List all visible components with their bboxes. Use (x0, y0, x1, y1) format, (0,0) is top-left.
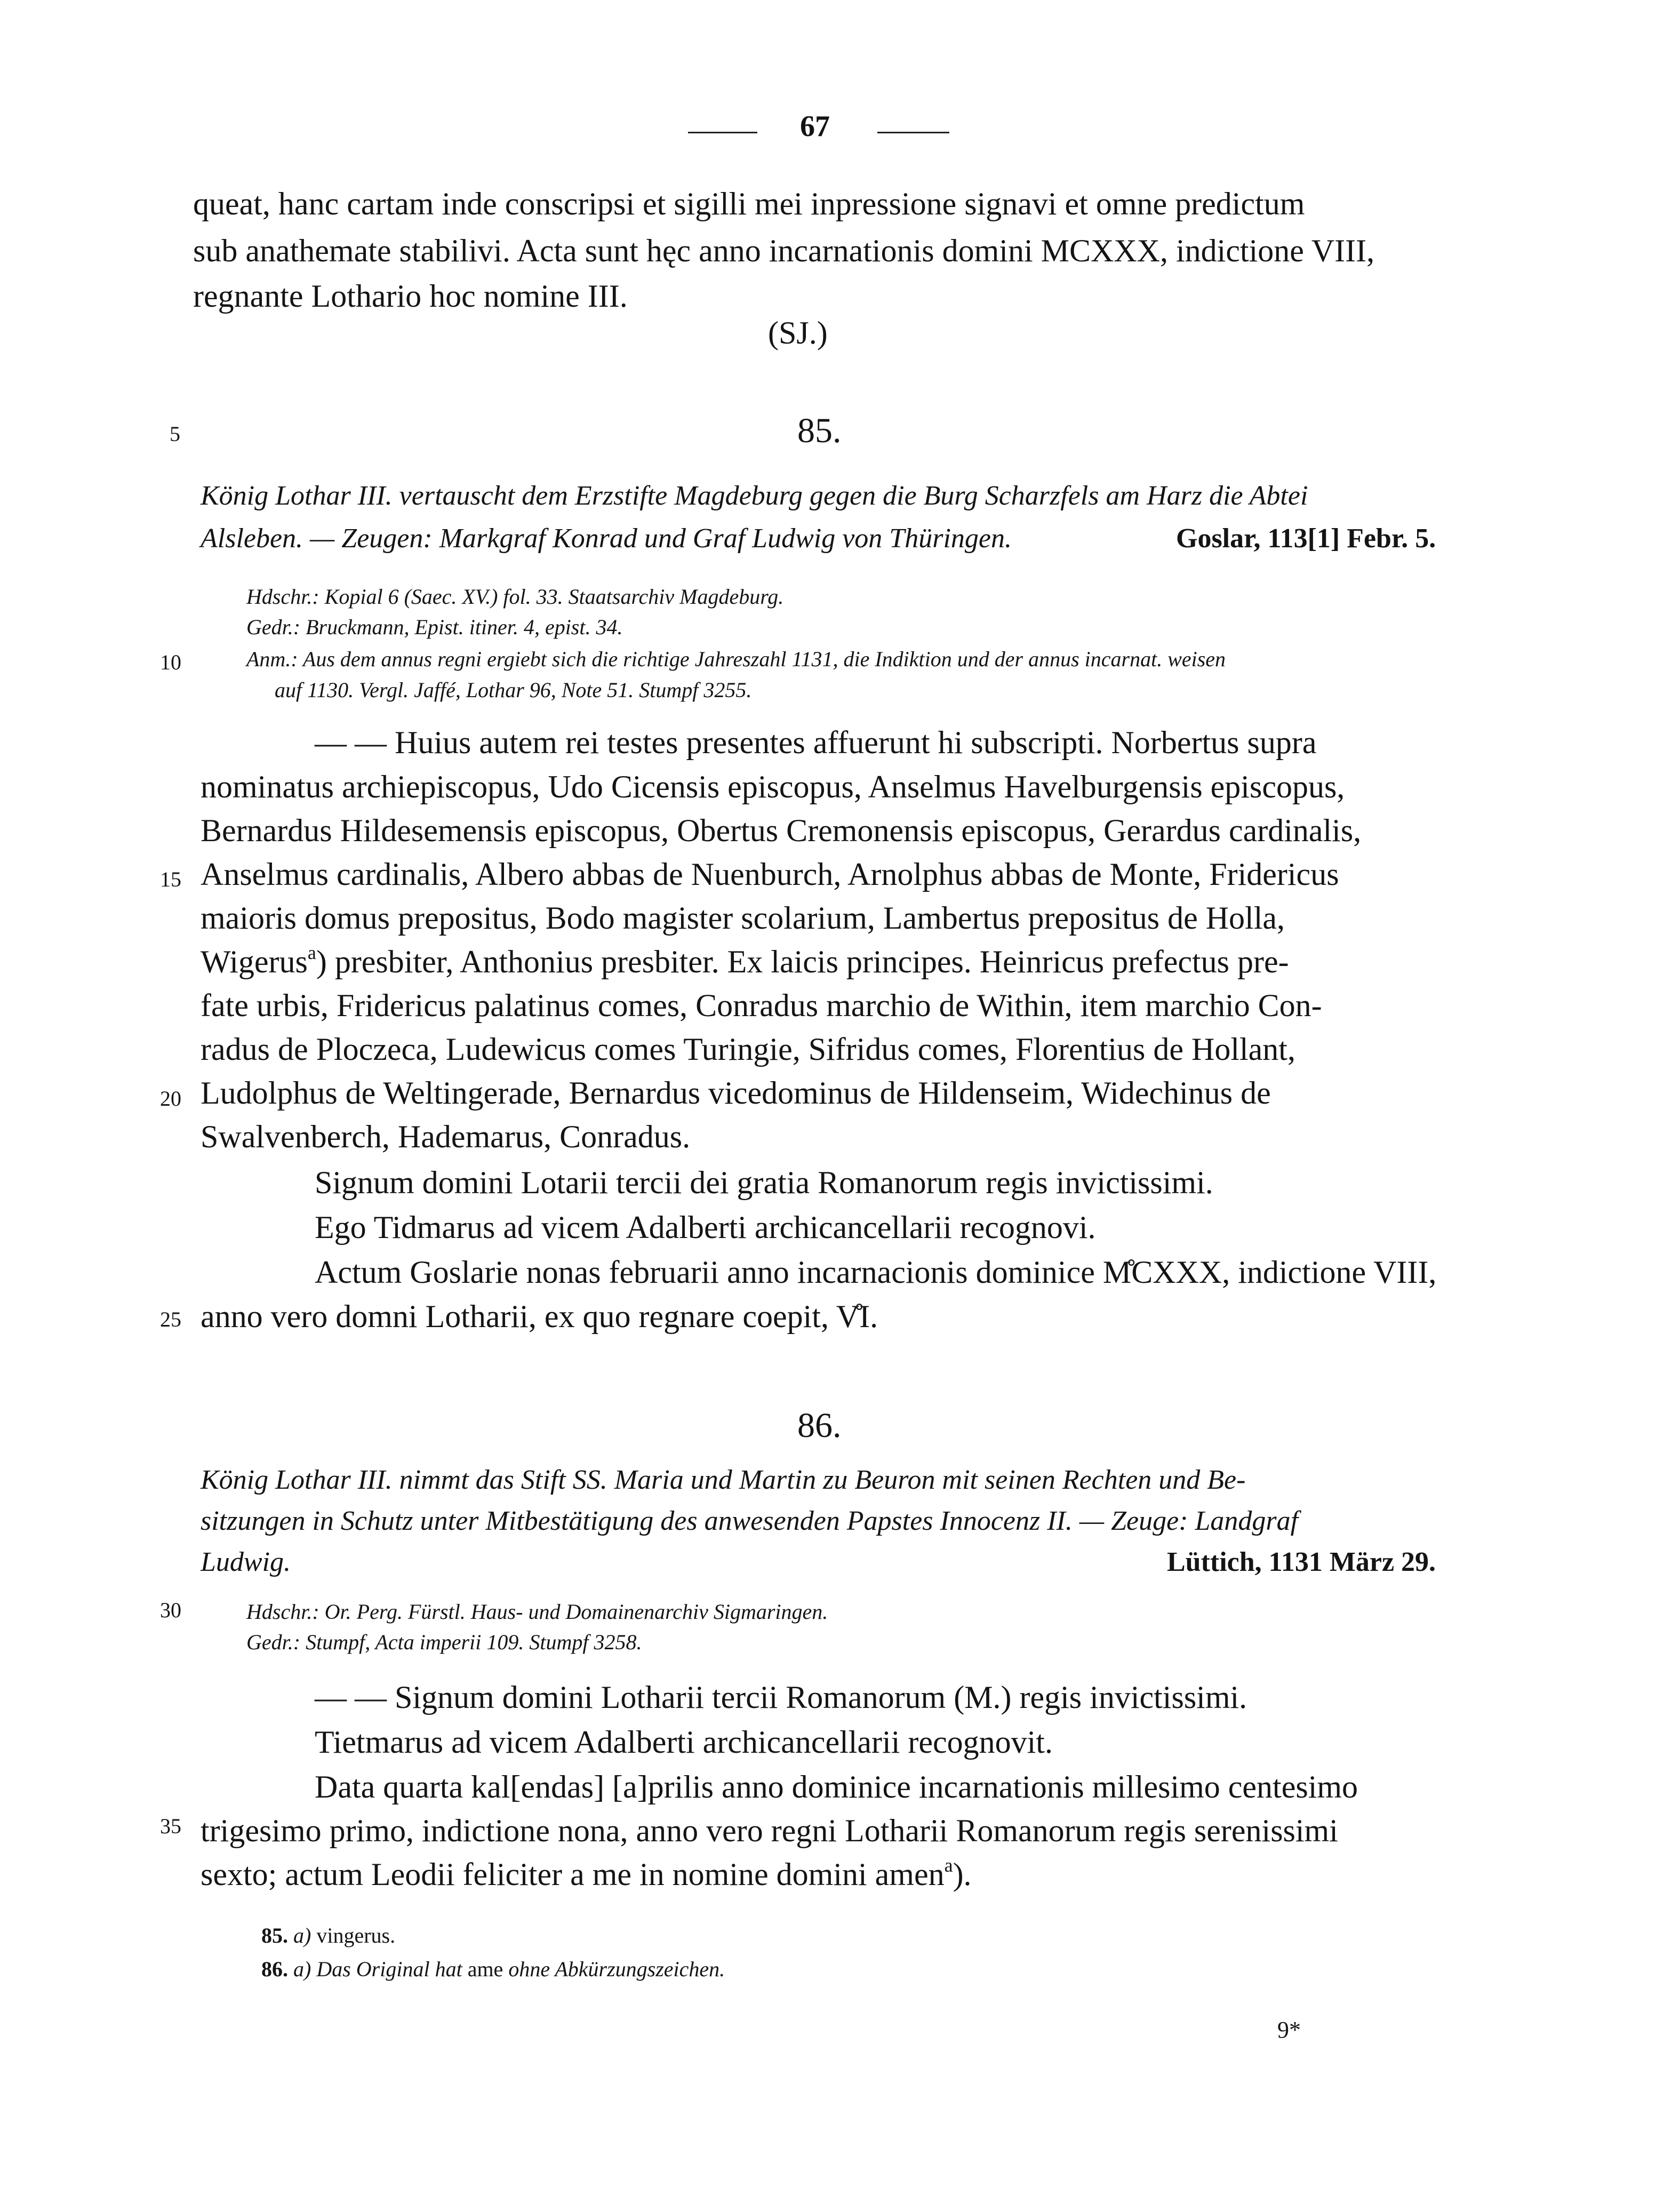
text-line: Signum domini Lotarii tercii dei gratia Romanorum regis invictissimi. (315, 1165, 1213, 1200)
regest-line: Ludwig. (201, 1547, 291, 1577)
source-line: Gedr.: Stumpf, Acta imperii 109. Stumpf 3258. (246, 1630, 642, 1654)
source-line: Gedr.: Bruckmann, Epist. itiner. 4, epist. 34. (246, 615, 623, 639)
page-number: 67 (800, 110, 830, 143)
text-line: — — Signum domini Lotharii tercii Romanorum (M.) regis invictissimi. (315, 1680, 1247, 1715)
place-date (1167, 1546, 1436, 1578)
header-rule-left (688, 132, 757, 133)
text-line: Swalvenberch, Hademarus, Conradus. (201, 1119, 691, 1154)
text-line: Actum Goslarie nonas februarii anno incarnacionis dominice M̊CXXX, indictione VIII, (315, 1255, 1437, 1290)
text-line: sub anathemate stabilivi. Acta sunt hęc anno incarnationis domini MCXXX, indictione VIII, (193, 233, 1375, 268)
line-number-30: 30 (160, 1598, 181, 1622)
place-date-text: Lüttich, 1131 März 29. (1167, 1547, 1436, 1577)
text-line: Data quarta kal[endas] [a]prilis anno dominice incarnationis millesimo centesimo (315, 1769, 1358, 1804)
footnote (261, 1957, 725, 1982)
line-number-20: 20 (160, 1087, 181, 1111)
line-number-10: 10 (160, 650, 181, 674)
regest-line: sitzungen in Schutz unter Mitbestätigung des anwesenden Papstes Innocenz II. — Zeuge: Landgraf (201, 1506, 1299, 1536)
footnote-mark: a (307, 941, 316, 963)
text-line: nominatus archiepiscopus, Udo Cicensis episcopus, Anselmus Havelburgensis episcopus, (201, 769, 1345, 804)
regest-line: König Lothar III. vertauscht dem Erzstifte Magdeburg gegen die Burg Scharzfels am Harz die Abtei (201, 481, 1308, 511)
text-segment: Wigerus (201, 944, 308, 979)
footnote-ref: 85. (261, 1923, 288, 1947)
entry-number: 85. (797, 411, 842, 450)
footnote-mark: a (944, 1854, 953, 1876)
text-segment: sexto; actum Leodii feliciter a me in nomine domini amen (201, 1857, 945, 1892)
line-number-35: 35 (160, 1814, 181, 1838)
line-number-5: 5 (170, 422, 180, 446)
footnote-text: vingerus. (316, 1923, 396, 1947)
footnote (261, 1923, 395, 1948)
text-line: radus de Ploczeca, Ludewicus comes Turingie, Sifridus comes, Florentius de Hollant, (201, 1032, 1295, 1067)
text-line: regnante Lothario hoc nomine III. (193, 278, 628, 314)
text-line (201, 939, 1289, 984)
text-segment: ). (953, 1857, 972, 1892)
text-line: fate urbis, Fridericus palatinus comes, Conradus marchio de Within, item marchio Con- (201, 988, 1322, 1023)
text-line: Anselmus cardinalis, Albero abbas de Nuenburch, Arnolphus abbas de Monte, Fridericus (201, 857, 1339, 892)
footnote-mark: a) (293, 1923, 311, 1947)
regest-line: Alsleben. — Zeugen: Markgraf Konrad und Graf Ludwig von Thüringen. (201, 523, 1012, 554)
line-number-15: 15 (160, 867, 181, 891)
text-line: Ludolphus de Weltingerade, Bernardus vicedominus de Hildenseim, Widechinus de (201, 1075, 1271, 1111)
footnote-text: ame (467, 1957, 503, 1981)
source-line: Anm.: Aus dem annus regni ergiebt sich die richtige Jahreszahl 1131, die Indiktion und der annus incarnat. weisen (246, 647, 1226, 671)
source-line: Hdschr.: Kopial 6 (Saec. XV.) fol. 33. Staatsarchiv Magdeburg. (246, 585, 784, 609)
line-number-25: 25 (160, 1307, 181, 1331)
seal-mark: (SJ.) (768, 315, 828, 350)
place-date-text: Goslar, 113[1] Febr. 5. (1176, 523, 1436, 554)
footnote-text: Das Original hat (316, 1957, 462, 1981)
signature-mark: 9* (1277, 2017, 1301, 2043)
text-line: anno vero domni Lotharii, ex quo regnare coepit, V̊I. (201, 1299, 878, 1334)
header-rule-right (877, 132, 949, 133)
text-segment: ) presbiter, Anthonius presbiter. Ex laicis principes. Heinricus prefectus pre- (316, 944, 1289, 979)
text-line: Ego Tidmarus ad vicem Adalberti archicancellarii recognovi. (315, 1210, 1096, 1245)
place-date (1176, 523, 1436, 554)
entry-number: 86. (797, 1406, 842, 1445)
regest-line: König Lothar III. nimmt das Stift SS. Maria und Martin zu Beuron mit seinen Rechten und Be- (201, 1465, 1246, 1495)
text-line: queat, hanc cartam inde conscripsi et sigilli mei inpressione signavi et omne predictum (193, 186, 1305, 221)
text-line (201, 1852, 972, 1897)
text-line: Tietmarus ad vicem Adalberti archicancellarii recognovit. (315, 1724, 1053, 1760)
source-line: Hdschr.: Or. Perg. Fürstl. Haus- und Domainenarchiv Sigmaringen. (246, 1600, 828, 1624)
text-line: Bernardus Hildesemensis episcopus, Obertus Cremonensis episcopus, Gerardus cardinalis, (201, 813, 1362, 848)
footnote-text: ohne Abkürzungszeichen. (508, 1957, 725, 1981)
text-line: — — Huius autem rei testes presentes affuerunt hi subscripti. Norbertus supra (315, 725, 1317, 760)
text-line: maioris domus prepositus, Bodo magister scolarium, Lambertus prepositus de Holla, (201, 900, 1285, 936)
text-line: trigesimo primo, indictione nona, anno vero regni Lotharii Romanorum regis serenissimi (201, 1813, 1338, 1848)
footnote-mark: a) (293, 1957, 311, 1981)
footnote-ref: 86. (261, 1957, 288, 1981)
source-line: auf 1130. Vergl. Jaffé, Lothar 96, Note 51. Stumpf 3255. (275, 678, 752, 702)
